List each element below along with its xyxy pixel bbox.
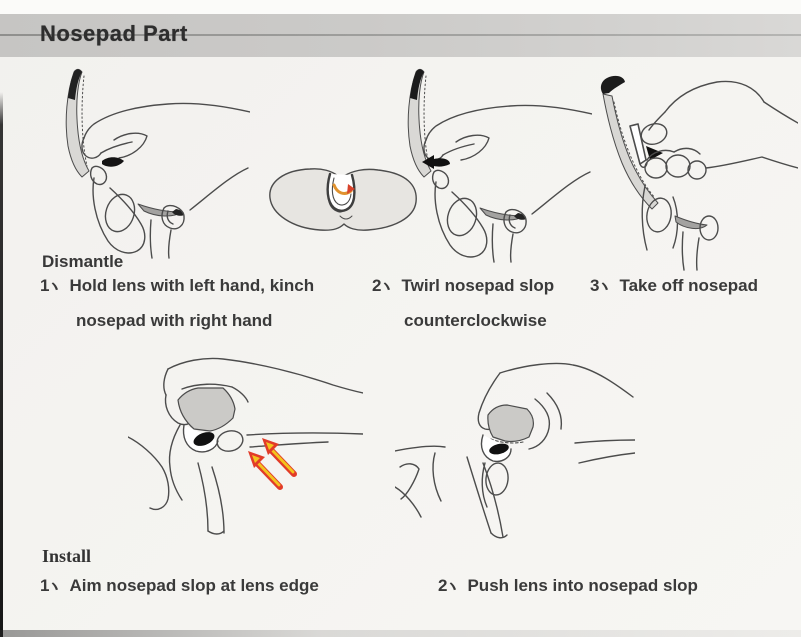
step-text: Push lens into nosepad slop (467, 576, 698, 595)
dismantle-step-1-line2: nosepad with right hand (76, 311, 273, 330)
figure-hand-taking-off-nosepad (593, 60, 798, 272)
step-text: Twirl nosepad slop (401, 276, 555, 295)
step-number: 2 (438, 576, 448, 595)
ideographic-comma-icon (51, 580, 60, 591)
step-number: 1 (40, 576, 50, 595)
install-heading: Install (42, 546, 92, 566)
ideographic-comma-icon (601, 280, 610, 291)
step-number: 1 (40, 276, 50, 295)
step-text: Hold lens with left hand, kinch (69, 276, 315, 295)
dismantle-step-2 (372, 276, 554, 296)
ideographic-comma-icon (383, 280, 392, 291)
step-text: Aim nosepad slop at lens edge (69, 576, 319, 595)
page-title: Nosepad Part (40, 21, 188, 46)
ideographic-comma-icon (449, 580, 458, 591)
install-step-1 (40, 576, 319, 596)
dismantle-step-3 (590, 276, 758, 296)
figure-hands-pushing-lens-into-nosepad (395, 355, 635, 547)
page-top-margin (0, 0, 801, 14)
figure-hand-pinching-nosepad-on-lens (50, 60, 250, 260)
ideographic-comma-icon (51, 280, 60, 291)
dismantle-heading: Dismantle (42, 252, 124, 271)
install-step-2 (438, 576, 698, 596)
figure-hand-aiming-nosepad-slot (128, 355, 363, 537)
step-number: 3 (590, 276, 600, 295)
dismantle-step-2-line2: counterclockwise (404, 311, 547, 330)
step-text: Take off nosepad (619, 276, 759, 295)
direction-arrows-icon (248, 438, 294, 487)
dismantle-step-1 (40, 276, 314, 296)
scan-edge-bottom (0, 630, 801, 637)
section-header-band (0, 14, 801, 57)
scan-edge-left (0, 92, 3, 637)
figure-hand-twirling-nosepad (390, 60, 592, 268)
step-number: 2 (372, 276, 382, 295)
